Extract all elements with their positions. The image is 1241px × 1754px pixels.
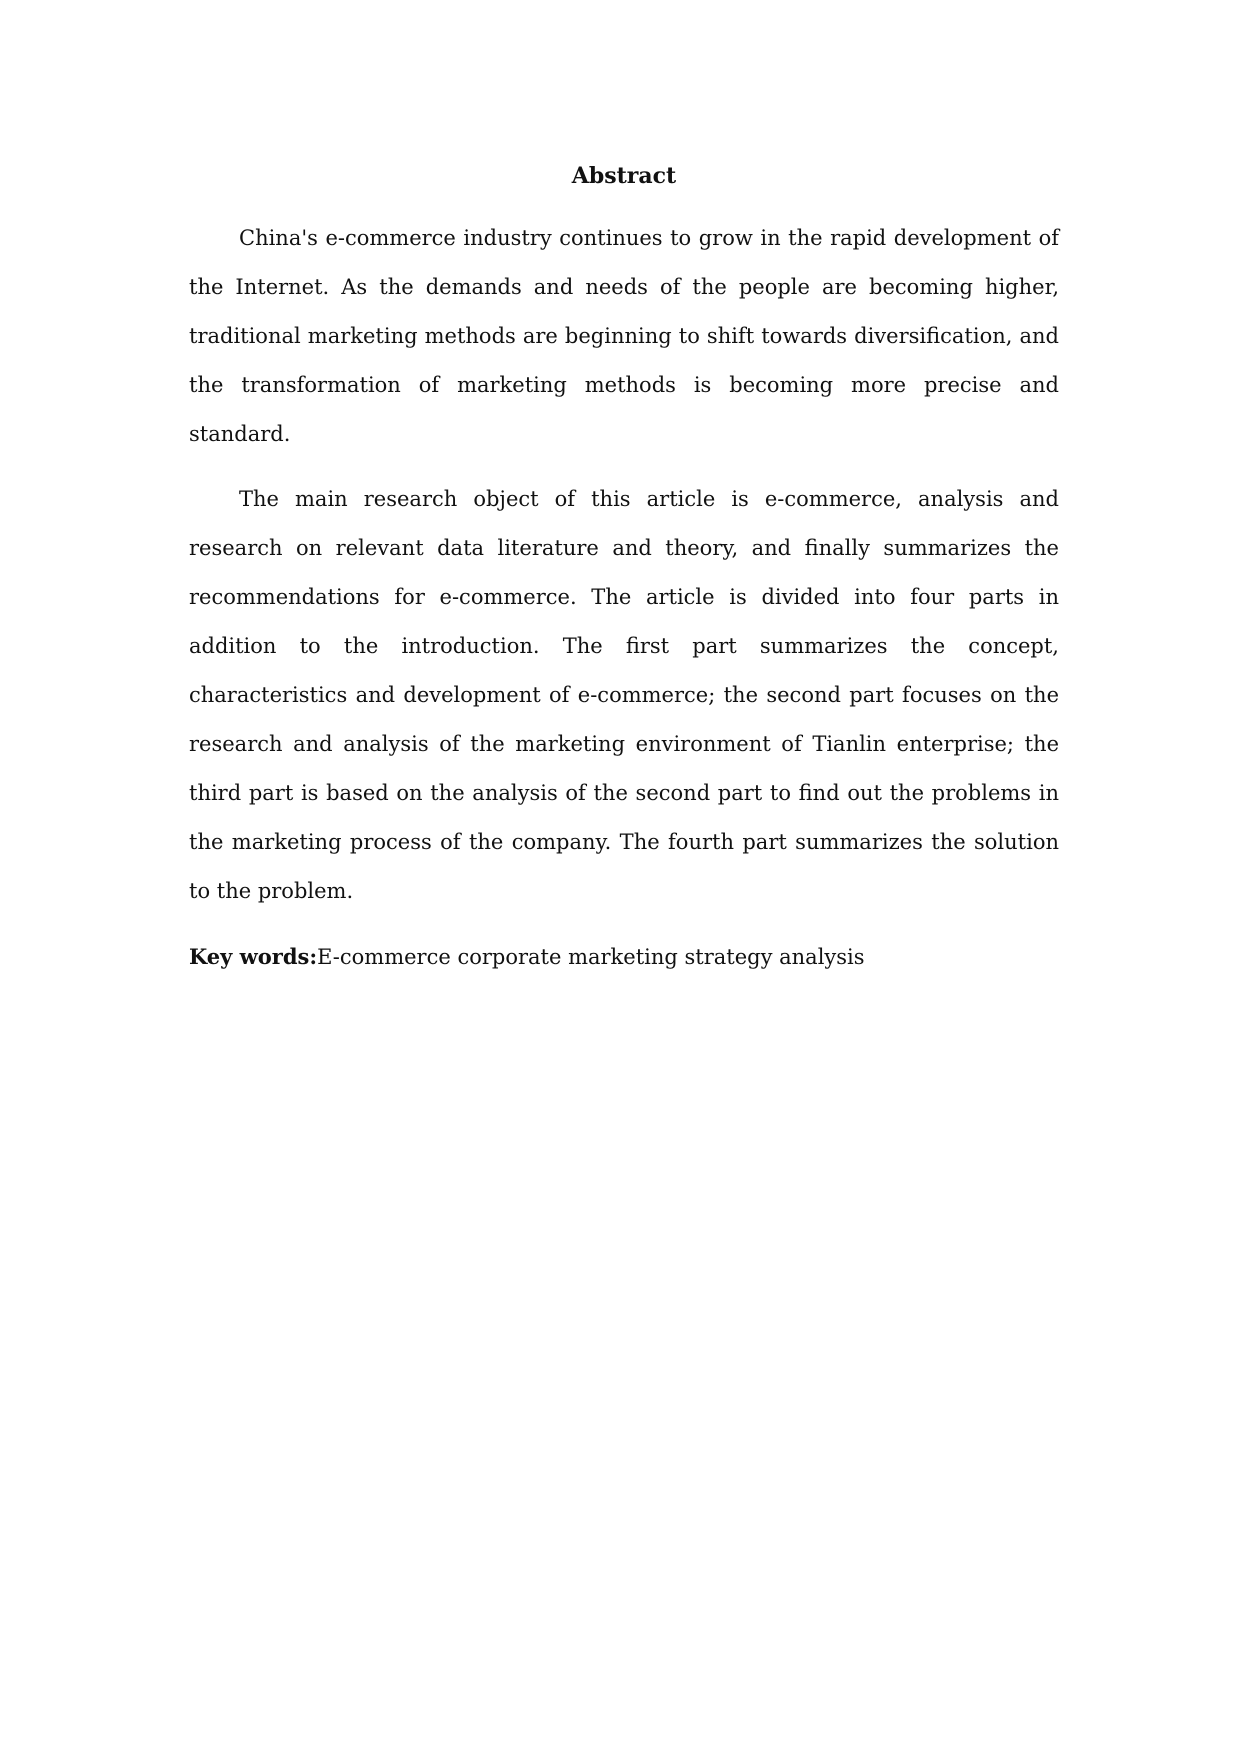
- keywords-line: [189, 932, 1059, 982]
- abstract-title: Abstract: [571, 163, 677, 189]
- abstract-paragraph-2: The main research object of this article is e-commerce, analysis and research on relevant data literature and theory, and finally summarizes the recommendations for e-commerce. The article is divided into four parts in addition to the introduction. The first part summarizes the concept, characteristics and development of e-commerce; the second part focuses on the research and analysis of the marketing environment of Tianlin enterprise; the third part is based on the analysis of the second part to find out the problems in the marketing process of the company. The fourth part summarizes the solution to the problem.: [189, 487, 1059, 903]
- keywords-text: E-commerce corporate marketing strategy analysis: [317, 945, 865, 969]
- abstract-section: [189, 158, 1059, 982]
- abstract-paragraph-1: China's e-commerce industry continues to grow in the rapid development of the Internet. As the demands and needs of the people are becoming higher, traditional marketing methods are beginning to shift towards diversification, and the transformation of marketing methods is becoming more precise and standard.: [189, 226, 1059, 446]
- keywords-label: Key words:: [189, 944, 318, 969]
